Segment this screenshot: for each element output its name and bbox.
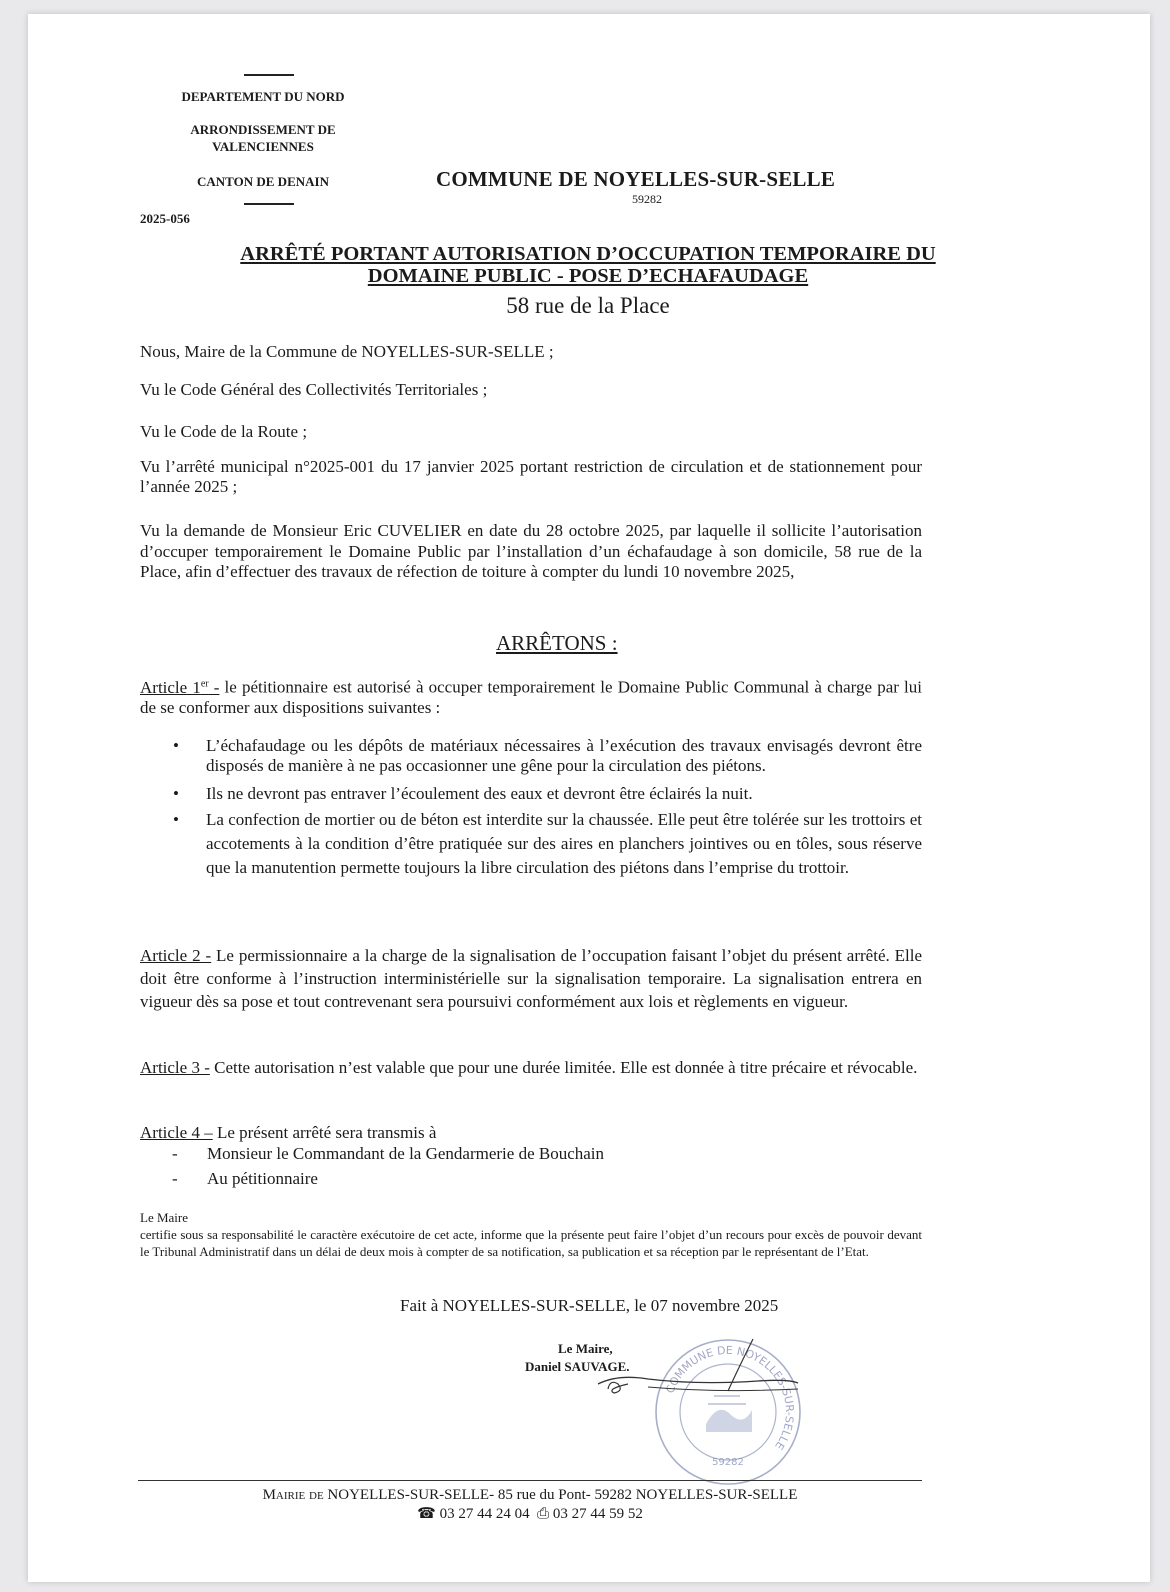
fax-icon: ⎙ (537, 1506, 550, 1522)
certification-text: certifie sous sa responsabilité le caractère exécutoire de cet acte, informe que la présente peut faire l’objet d’un recours pour excès de pouvoir devant le Tribunal Administratif dans un délai de deux mois à compter de sa notification, sa publication et sa réception par le représentant de l’Etat. (140, 1227, 922, 1259)
signature-name: Daniel SAUVAGE. (525, 1359, 630, 1374)
header-rule-bottom (244, 203, 294, 205)
footer-phone: 03 27 44 24 04 (435, 1506, 530, 1522)
footer-address (138, 1485, 922, 1505)
footer-rule (138, 1480, 922, 1481)
bullet-item: • Ils ne devront pas entraver l’écoulement des eaux et devront être éclairés la nuit. (173, 784, 922, 804)
header-rule-top (244, 74, 294, 76)
arrondissement-label: ARRONDISSEMENT DE VALENCIENNES (190, 122, 336, 154)
article-2-text: Le permissionnaire a la charge de la signalisation de l’occupation faisant l’objet du présent arrêté. Elle doit être conforme à l’instruction interministérielle sur la signalisation temporaire. La signalisation entrera en vigueur dès sa pose et tout contrevenant sera poursuivi conformément aux lois et règlements en vigueur. (140, 946, 923, 1011)
bullet-item: • La confection de mortier ou de béton est interdite sur la chaussée. Elle peut être tolérée sur les trottoirs et accotements à la condition d’être pratiquée sur des aires en planchers jointives ou en tôles, sous réserve que la manutention permette toujours la libre circulation des piétons dans l’emprise du trottoir. (173, 808, 922, 880)
article-3-text: Cette autorisation n’est valable que pour une durée limitée. Elle est donnée à titre précaire et révocable. (209, 1058, 918, 1077)
commune-postcode: 59282 (632, 192, 662, 206)
footer-mairie-address: NOYELLES-SUR-SELLE- 85 rue du Pont- 59282 NOYELLES-SUR-SELLE (323, 1487, 798, 1503)
article-2 (140, 944, 922, 1013)
article-4-recipients (140, 1141, 922, 1191)
arrete-title-line2: DOMAINE PUBLIC - POSE D’ECHAFAUDAGE (367, 265, 809, 287)
article-3-label: Article 3 - (140, 1058, 210, 1077)
reference-number: 2025-056 (140, 211, 190, 226)
department-label: DEPARTEMENT DU NORD (181, 89, 345, 104)
recipient-item: - Monsieur le Commandant de la Gendarmerie de Bouchain (140, 1141, 922, 1166)
article-2-label: Article 2 - (140, 946, 212, 965)
phone-icon: ☎ (417, 1506, 436, 1522)
footer-contacts (138, 1504, 922, 1524)
recipient-item: - Au pétitionnaire (140, 1166, 922, 1191)
preamble-vu-demande: Vu la demande de Monsieur Eric CUVELIER en date du 28 octobre 2025, par laquelle il sollicite l’autorisation d’occuper temporairement le Domaine Public par l’installation d’un échafaudage à son domicile, 58 rue de la Place, afin d’effectuer des travaux de réfection de toiture à compter du lundi 10 novembre 2025, (140, 521, 922, 581)
footer-fax: 03 27 44 59 52 (549, 1506, 643, 1522)
svg-text:COMMUNE DE NOYELLES-SUR-SELLE: COMMUNE DE NOYELLES-SUR-SELLE (663, 1343, 797, 1453)
article-1-bullets (173, 736, 922, 884)
certification-title: Le Maire (140, 1210, 189, 1225)
article-4-text: Le présent arrêté sera transmis à (212, 1123, 437, 1142)
preamble-vu-cgct: Vu le Code Général des Collectivités Territoriales ; (140, 380, 488, 399)
article-1-label: Article 1er - (140, 677, 220, 697)
canton-label: CANTON DE DENAIN (197, 174, 329, 189)
article-4-label: Article 4 – (140, 1123, 213, 1142)
article-4 (140, 1123, 922, 1143)
footer-mairie-prefix: Mairie de (262, 1487, 324, 1503)
article-1 (140, 674, 922, 718)
fait-a-date: Fait à NOYELLES-SUR-SELLE, le 07 novembre 2025 (400, 1296, 779, 1315)
document-page (28, 14, 1150, 1582)
arrete-title-line1: ARRÊTÉ PORTANT AUTORISATION D’OCCUPATION TEMPORAIRE DU (240, 243, 936, 265)
preamble-vu-arrete: Vu l’arrêté municipal n°2025-001 du 17 janvier 2025 portant restriction de circulation et de stationnement pour l’année 2025 ; (140, 457, 922, 496)
arretons-heading: ARRÊTONS : (496, 631, 618, 655)
handwritten-signature (588, 1329, 808, 1399)
article-3 (140, 1056, 922, 1079)
preamble-nous: Nous, Maire de la Commune de NOYELLES-SUR-SELLE ; (140, 342, 554, 361)
svg-text:59282: 59282 (712, 1457, 744, 1468)
preamble-vu-code-route: Vu le Code de la Route ; (140, 422, 308, 441)
bullet-item: • L’échafaudage ou les dépôts de matériaux nécessaires à l’exécution des travaux envisagés devront être disposés de manière à ne pas occasionner une gêne pour la circulation des piétons. (173, 736, 922, 776)
article-1-text: le pétitionnaire est autorisé à occuper temporairement le Domaine Public Communal à charge par lui de se conformer aux dispositions suivantes : (140, 677, 922, 717)
commune-title: COMMUNE DE NOYELLES-SUR-SELLE (436, 167, 836, 191)
signature-title: Le Maire, (558, 1341, 613, 1356)
arrete-address: 58 rue de la Place (506, 293, 670, 318)
